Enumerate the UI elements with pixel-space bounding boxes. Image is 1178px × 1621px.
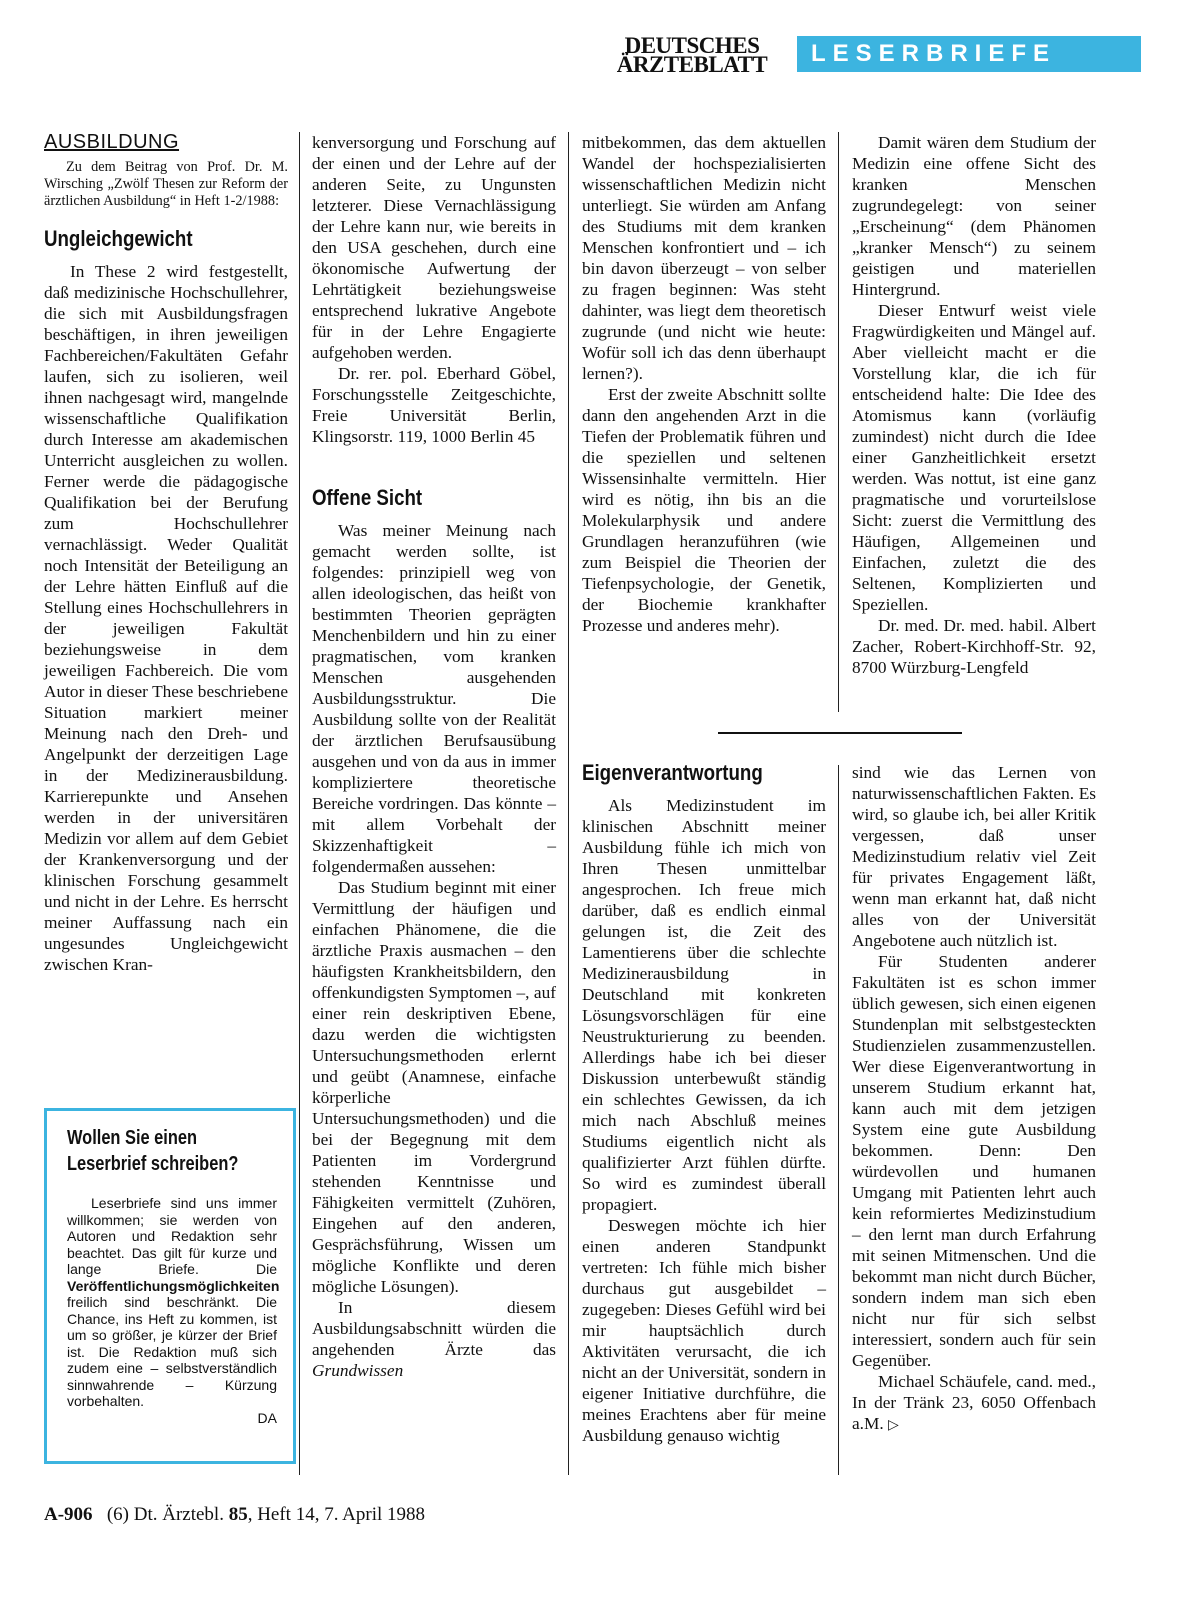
box-text bbox=[67, 1195, 280, 1426]
separator-rule bbox=[718, 732, 962, 734]
intro-text: Zu dem Beitrag von Prof. Dr. M. Wirsching „Zwölf Thesen zur Reform der ärztlichen Ausbildung“ in Heft 1-2/1988: bbox=[44, 159, 288, 209]
letter3-signature bbox=[852, 1371, 1096, 1436]
citation-b: , Heft 14, 7. April 1988 bbox=[247, 1504, 426, 1525]
letter3-paragraph-1: Als Medizinstudent im klinischen Abschnitt meiner Ausbildung fühle ich mich von Ihren Thesen unmittelbar angesprochen. Ich freue mich darüber, daß es endlich einmal gelungen ist, die Zeit des Lamentierens über die schlechte Medizinerausbildung in Deutschland mit konkreten Lösungsvorschlägen für eine Neustrukturierung zu beenden. Allerdings habe ich bei dieser Diskussion unterbewußt ständig ein schlechtes Gewissen, da ich mich nach Abschluß meines Studiums eigentlich nicht als qualifizierter Arzt fühlen dürfte. So wird es zumindest überall propagiert. bbox=[582, 796, 826, 1214]
column-1 bbox=[44, 132, 288, 975]
headline-offene-sicht: Offene Sicht bbox=[312, 485, 423, 510]
letter3-signature-text: Michael Schäufele, cand. med., In der Tränk 23, 6050 Offenbach a.M. bbox=[852, 1372, 1096, 1433]
page-footer bbox=[44, 1504, 425, 1526]
column-divider-3-top bbox=[838, 132, 839, 712]
article-reference bbox=[44, 159, 288, 210]
letter2-paragraph-3-cont: mitbekommen, das dem aktuellen Wandel der hochspezialisierten wissenschaftlichen Medizin nicht unterliegt. Sie würden am Anfang des Studiums mit dem kranken Menschen konfrontiert und – ich bin davon überzeugt – von selber zu fragen beginnen: Was steht dahinter, was liegt dem theoretisch zugrunde (und nicht wie heute: Wofür soll ich das denn überhaupt lernen?). bbox=[582, 133, 826, 383]
letter2-paragraph-4: Erst der zweite Abschnitt sollte dann den angehenden Arzt in die Tiefen der Problematik führen und die speziellen und seltenen Wissensinhalte vermitteln. Hier wird es nötig, ihn bis an die Molekularphysik und andere Grundlagen heranzuführen (wie zum Beispiel die Theorien der Tiefenpsychologie, der Genetik, der Biochemie krankhafter Prozesse und anderes mehr). bbox=[582, 385, 826, 635]
box-title bbox=[67, 1125, 239, 1177]
headline-eigenverantwortung: Eigenverantwortung bbox=[582, 760, 763, 785]
letter2-paragraph-5: Damit wären dem Studium der Medizin eine offene Sicht des kranken Menschen zugrundegelegt: von seiner „Erscheinung“ (dem Phänomen „kranker Mensch“) zu seinem geistigen und materiellen Hintergrund. bbox=[852, 133, 1096, 299]
column-3-top bbox=[582, 132, 826, 636]
page-number: A-906 bbox=[44, 1504, 93, 1525]
box-paragraph bbox=[67, 1195, 280, 1410]
column-2 bbox=[312, 132, 556, 1381]
letter2-paragraph-2: Das Studium beginnt mit einer Vermittlung der häufigen und einfachen Phänomene, die die ärztliche Praxis ausmachen – den häufigsten Krankheitsbildern, den offenkundigsten Symptomen –, auf einer rein deskriptiven Ebene, dazu werden die wichtigsten Untersuchungsmethoden erlernt und geübt (Anamnese, einfache körperliche Untersuchungsmethoden) und die bei der Begegnung mit dem Patienten im Vordergrund stehenden Kenntnisse und Fähigkeiten vermittelt (Zuhören, Eingehen auf den anderen, Gesprächsführung, Wissen um mögliche Konflikte und deren mögliche Lösungen). bbox=[312, 878, 556, 1296]
logo-line-2: ÄRZTEBLATT bbox=[616, 52, 768, 77]
box-title-line-2: Leserbrief schreiben? bbox=[67, 1153, 239, 1175]
letter2-paragraph-6: Dieser Entwurf weist viele Fragwürdigkeiten und Mängel auf. Aber vielleicht macht er die Vorstellung klar, die ich für entscheidend halte: Die Idee des Atomismus kann (vorläufig zumindest) nicht durch die Idee einer Ganzheitlichkeit ersetzt werden. Was nottut, ist eine ganz pragmatische und vorurteilslose Sicht: zuerst die Vermittlung des Häufigen, Allgemeinen und Einfachen, zuletzt die des Seltenen, Komplizierten und Speziellen. bbox=[852, 301, 1096, 614]
leserbrief-info-box bbox=[44, 1108, 296, 1464]
section-banner: LESERBRIEFE bbox=[797, 36, 1141, 72]
column-4-bottom bbox=[852, 762, 1096, 1436]
box-text-b: freilich sind beschränkt. Die Chance, ins Heft zu kommen, ist um so größer, je kürzer der Brief ist. Die Redaktion muß sich zudem eine – selbstverständlich sinnwahrende – Kürzung vorbehalten. bbox=[67, 1294, 277, 1409]
letter3-paragraph-2-cont: sind wie das Lernen von naturwissenschaftlichen Fakten. Es wird, so glaube ich, bei aller Kritik vergessen, daß unser Medizinstudium relativ viel Zeit für privates Engagement läßt, wenn man erkannt hat, daß nicht alles von der Universität Angebotene auch nützlich ist. bbox=[852, 763, 1096, 950]
publication-logo bbox=[607, 33, 777, 77]
letter2-p3-italic: Grundwissen bbox=[312, 1361, 404, 1380]
column-4-top bbox=[852, 132, 1096, 678]
section-label: AUSBILDUNG bbox=[44, 131, 180, 153]
letter3-paragraph-3: Für Studenten anderer Fakultäten ist es schon immer üblich gewesen, sich einen eigenen Stundenplan mit selbstgesteckten Studienzielen zusammenzustellen. Wer diese Eigenverantwortung in unserem Studium erkannt hat, kann auch mit dem jetzigen System eine gute Ausbildung bekommen. Denn: Den würdevollen und humanen Umgang mit Patienten lehrt auch kein reformiertes Medizinstudium – den lernt man durch Erfahrung mit seinen Mitmenschen. Und die bekommt man nicht durch Bücher, sondern indem man sich eben nicht nur für sich selbst interessiert, sondern auch für sein Gegenüber. bbox=[852, 952, 1096, 1370]
letter1-paragraph-1-cont: kenversorgung und Forschung auf der einen und der Lehre auf der anderen Seite, zu Ungunsten letzterer. Diese Vernachlässigung der Lehre kann nur, wie bereits in den USA geschehen, durch eine ökonomische Aufwertung der Lehrtätigkeit beziehungsweise entsprechend lukrative Angebote für in der Lehre Engagierte aufgehoben werden. bbox=[312, 133, 556, 362]
headline-ungleichgewicht: Ungleichgewicht bbox=[44, 226, 193, 251]
column-divider-2 bbox=[568, 132, 569, 1475]
box-text-a: Leserbriefe sind uns immer willkommen; sie werden von Autoren und Redaktion sehr beachtet. Das gilt für kurze und lange Briefe. Die bbox=[67, 1195, 277, 1277]
box-title-line-1: Wollen Sie einen bbox=[67, 1127, 198, 1149]
box-initials: DA bbox=[257, 1409, 277, 1426]
letter2-paragraph-3 bbox=[312, 1297, 556, 1381]
letter3-paragraph-2: Deswegen möchte ich hier einen anderen Standpunkt vertreten: Ich fühle mich bisher durchaus gut ausgebildet – zugegeben: Dieses Gefühl wird bei mir hauptsächlich durch Aktivitäten verursacht, die ich nicht an der Universität, sondern in eigener Initiative durchführe, die meines Erachtens aber für meine Ausbildung genauso wichtig bbox=[582, 1216, 826, 1445]
letter2-signature: Dr. med. Dr. med. habil. Albert Zacher, Robert-Kirchhoff-Str. 92, 8700 Würzburg-Lengfeld bbox=[852, 616, 1096, 677]
box-text-bold: Veröffentlichungsmöglichkeiten bbox=[67, 1277, 280, 1294]
letter1-signature: Dr. rer. pol. Eberhard Göbel, Forschungsstelle Zeitgeschichte, Freie Universität Berlin, Klingsorstr. 119, 1000 Berlin 45 bbox=[312, 364, 556, 446]
letter1-paragraph-1: In These 2 wird festgestellt, daß medizinische Hochschullehrer, die sich mit Ausbildungsfragen beschäftigen, in ihren jeweiligen Fachbereichen/Fakultäten Gefahr laufen, sich zu isolieren, weil ihnen nachgesagt wird, mangelnde wissenschaftliche Qualifikation durch Interesse am akademischen Unterricht ausgleichen zu wollen. Ferner werde die pädagogische Qualifikation bei der Berufung zum Hochschullehrer vernachlässigt. Weder Qualität noch Intensität der Beteiligung an der Lehre hätten Einfluß auf die Stellung eines Hochschullehrers in der jeweiligen Fakultät beziehungsweise in dem jeweiligen Fachbereich. Die vom Autor in dieser These beschriebene Situation markiert meiner Meinung nach den Dreh- und Angelpunkt der derzeitigen Lage in der Medizinerausbildung. Karrierepunkte und Ansehen werden in der universitären Medizin vor allem auf dem Gebiet der Krankenversorgung und der klinischen Forschung gesammelt und nicht in der Lehre. Es herrscht meiner Auffassung nach ein ungesundes Ungleichgewicht zwischen Kran- bbox=[44, 262, 288, 974]
logo-line-1: DEUTSCHES bbox=[624, 33, 760, 58]
letter2-paragraph-1: Was meiner Meinung nach gemacht werden sollte, ist folgendes: prinzipiell weg von allen ideologischen, das heißt von bestimmten Theorien geprägten Menchenbildern und hin zu einer pragmatischen, vom kranken Menschen ausgehenden Ausbildungsstruktur. Die Ausbildung sollte von der Realität der ärztlichen Berufsausübung ausgehen und von da aus in immer kompliziertere theoretische Bereiche vordringen. Das könnte – mit allem Vorbehalt der Skizzenhaftigkeit – folgendermaßen aussehen: bbox=[312, 521, 556, 876]
continuation-triangle-icon: ▷ bbox=[888, 1417, 899, 1433]
column-3-bottom bbox=[582, 762, 826, 1446]
column-divider-3-bottom bbox=[838, 765, 839, 1475]
citation-a: (6) Dt. Ärztebl. bbox=[106, 1504, 224, 1525]
column-divider-1 bbox=[299, 132, 300, 1475]
letter2-p3-start: In diesem Ausbildungsabschnitt würden die angehenden Ärzte das bbox=[312, 1298, 556, 1359]
volume-number: 85 bbox=[228, 1504, 248, 1525]
